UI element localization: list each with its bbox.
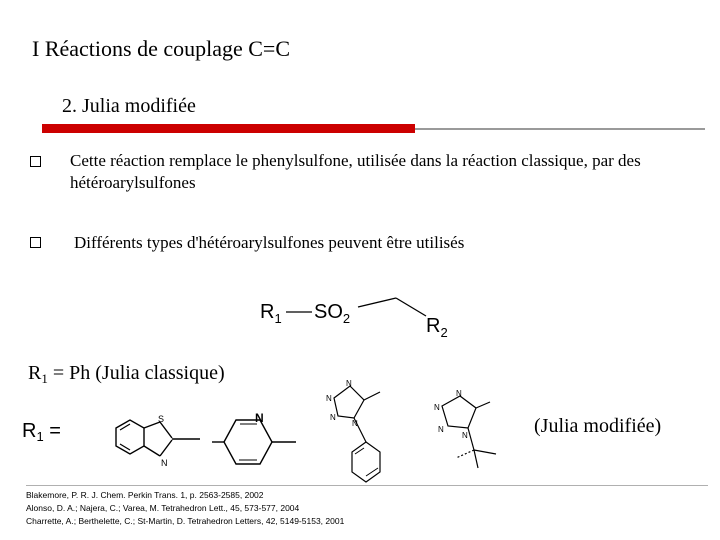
phenyltetrazole-structure	[318, 372, 428, 490]
r1-classic-label: $R_1 = Ph$ (Julia classique)	[28, 362, 225, 386]
tbutyltetrazole-structure	[430, 384, 530, 482]
bullet-square-icon	[30, 237, 41, 248]
references	[26, 489, 344, 528]
scheme-so2: $SO_2$	[314, 301, 351, 326]
atom-n: N	[456, 389, 462, 398]
title-rule-grey	[415, 128, 705, 130]
atom-n: N	[438, 425, 444, 434]
reference-3: Charrette, A.; Berthelette, C.; St-Martin, D. Tetrahedron Letters, 42, 5149-5153, 2001	[26, 516, 345, 526]
atom-s: S	[158, 414, 165, 424]
bullet-square-icon	[30, 156, 41, 167]
atom-n: N	[346, 379, 352, 388]
slide-subtitle: 2. Julia modifiée	[62, 95, 196, 117]
atom-n: N	[255, 411, 264, 425]
reference-1: Blakemore, P. R. J. Chem. Perkin Trans. 1, p. 2563-2585, 2002	[26, 490, 264, 500]
atom-n: N	[462, 431, 468, 440]
r1-modified-label: $R_1$ =	[22, 420, 61, 444]
scheme-r1: $R_1$	[260, 301, 282, 326]
benzothiazole-structure	[100, 400, 210, 475]
atom-n: N	[330, 413, 336, 422]
bond-s-ch2	[358, 298, 396, 307]
pyridine-structure	[212, 406, 302, 476]
bond-ch2-ch2	[396, 298, 426, 316]
atom-n: N	[161, 458, 168, 468]
bullet-text-1: Cette réaction remplace le phenylsulfone, utilisée dans la réaction classique, par des hétéroarylsulfones	[70, 151, 641, 192]
slide-title: I Réactions de couplage C=C	[32, 36, 291, 61]
reference-2: Alonso, D. A.; Najera, C.; Varea, M. Tetrahedron Lett., 45, 573-577, 2004	[26, 503, 300, 513]
julia-modifiee-label: (Julia modifiée)	[534, 415, 662, 437]
atom-n: N	[352, 419, 358, 428]
atom-n: N	[434, 403, 440, 412]
title-rule-red	[42, 124, 415, 133]
references-rule	[26, 485, 708, 486]
bullet-text-2: Différents types d'hétéroarylsulfones peuvent être utilisés	[74, 233, 465, 252]
scheme-r2: $R_2$	[426, 315, 448, 340]
atom-n: N	[326, 394, 332, 403]
general-sulfone-scheme	[250, 290, 470, 340]
